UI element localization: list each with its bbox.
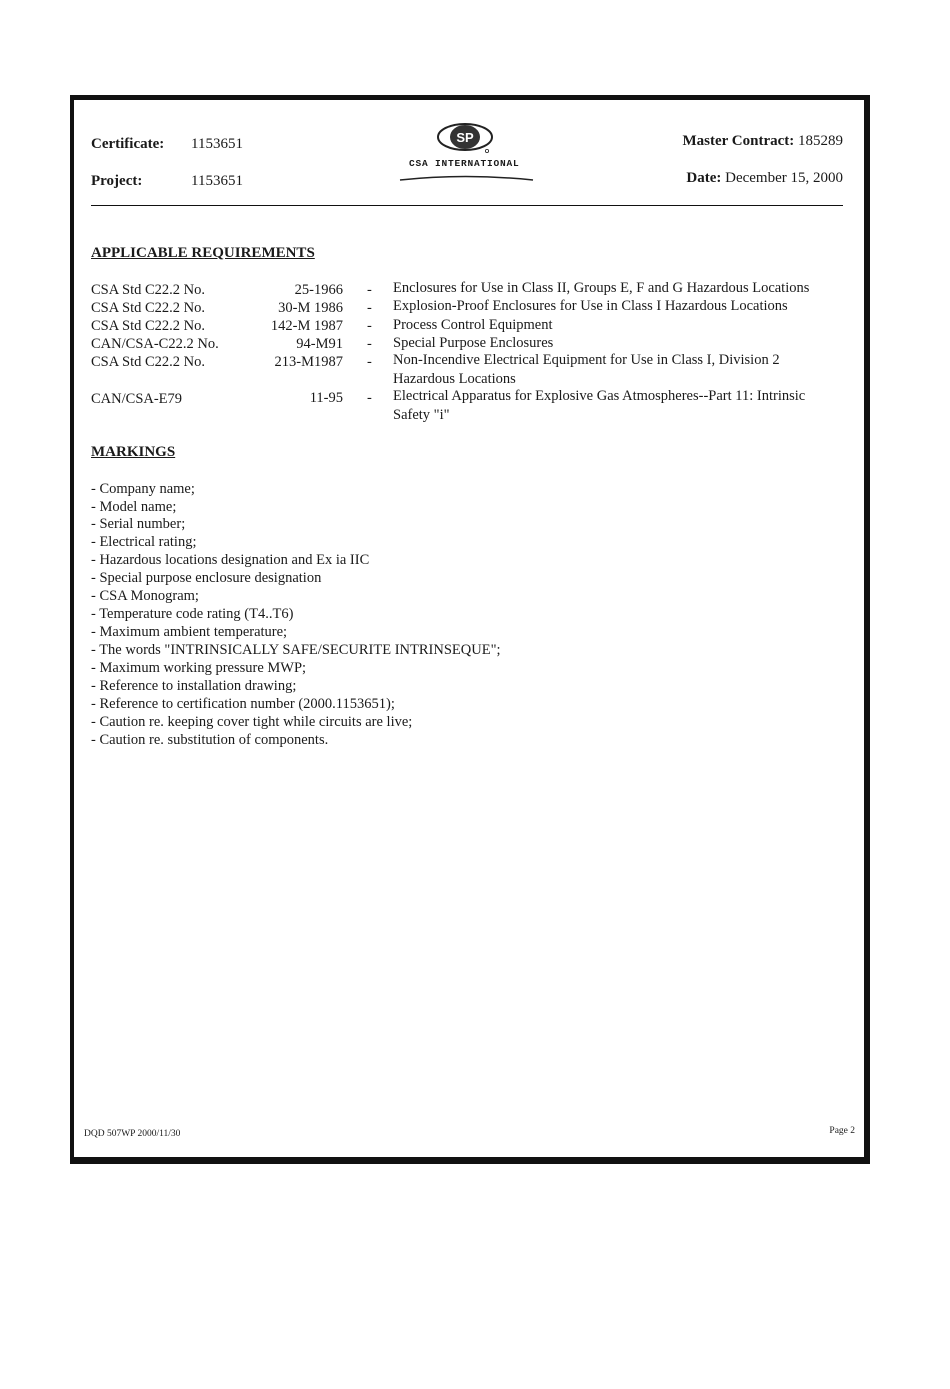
date-field xyxy=(686,170,843,187)
req-number: 142-M 1987 xyxy=(270,318,343,334)
req-number: 94-M91 xyxy=(296,336,343,352)
master-contract-field xyxy=(682,133,843,150)
csa-logo xyxy=(395,121,535,187)
req-dash: - xyxy=(367,354,372,370)
marking-item: - Company name; xyxy=(91,481,195,497)
marking-item: - Maximum working pressure MWP; xyxy=(91,660,307,676)
req-number: 11-95 xyxy=(309,390,343,406)
marking-item: - Serial number; xyxy=(91,516,186,532)
req-number: 30-M 1986 xyxy=(278,300,343,316)
project-value: 1153651 xyxy=(191,173,243,189)
req-standard: CAN/CSA-E79 xyxy=(91,391,183,407)
form-code: DQD 507WP 2000/11/30 xyxy=(84,1129,181,1139)
req-dash: - xyxy=(367,300,372,316)
certificate-value: 1153651 xyxy=(191,136,243,152)
req-description: Enclosures for Use in Class II, Groups E, F and G Hazardous Locations xyxy=(393,280,810,296)
certificate-field xyxy=(91,136,243,153)
marking-item: - Hazardous locations designation and Ex ia IIC xyxy=(91,552,370,568)
req-description: Process Control Equipment xyxy=(393,317,553,333)
marking-item: - The words "INTRINSICALLY SAFE/SECURITE INTRINSEQUE"; xyxy=(91,642,501,658)
marking-item: - Reference to certification number (2000.1153651); xyxy=(91,696,395,712)
marking-item: - CSA Monogram; xyxy=(91,588,199,604)
marking-item: - Caution re. substitution of components. xyxy=(91,732,329,748)
csa-logo-mark-icon xyxy=(395,121,535,187)
req-standard: CSA Std C22.2 No. xyxy=(91,300,206,316)
header-divider xyxy=(91,205,843,206)
req-number: 25-1966 xyxy=(294,282,343,298)
marking-item: - Electrical rating; xyxy=(91,534,197,550)
project-label: Project: xyxy=(91,173,143,189)
req-standard: CAN/CSA-C22.2 No. xyxy=(91,336,219,352)
req-number: 213-M1987 xyxy=(274,354,343,370)
marking-item: - Reference to installation drawing; xyxy=(91,678,297,694)
req-description-continued: Hazardous Locations xyxy=(393,371,516,387)
req-description: Electrical Apparatus for Explosive Gas Atmospheres--Part 11: Intrinsic xyxy=(393,388,806,404)
master-contract-label: Master Contract: xyxy=(682,133,795,149)
marking-item: - Maximum ambient temperature; xyxy=(91,624,288,640)
master-contract-value: 185289 xyxy=(798,133,843,149)
marking-item: - Caution re. keeping cover tight while circuits are live; xyxy=(91,714,413,730)
req-dash: - xyxy=(367,318,372,334)
applicable-requirements-heading: APPLICABLE REQUIREMENTS xyxy=(91,245,315,261)
req-standard: CSA Std C22.2 No. xyxy=(91,354,206,370)
date-label: Date: xyxy=(686,170,722,186)
req-standard: CSA Std C22.2 No. xyxy=(91,318,206,334)
req-description: Explosion-Proof Enclosures for Use in Class I Hazardous Locations xyxy=(393,298,788,314)
req-standard: CSA Std C22.2 No. xyxy=(91,282,206,298)
logo-mark-text: SP xyxy=(456,130,474,145)
marking-item: - Temperature code rating (T4..T6) xyxy=(91,606,294,622)
page-number: Page 2 xyxy=(829,1126,855,1136)
project-field xyxy=(91,173,243,190)
logo-text: CSA INTERNATIONAL xyxy=(409,158,520,169)
req-dash: - xyxy=(367,282,372,298)
req-description-continued: Safety "i" xyxy=(393,407,450,423)
req-description: Special Purpose Enclosures xyxy=(393,335,554,351)
date-value: December 15, 2000 xyxy=(725,170,843,186)
certificate-label: Certificate: xyxy=(91,136,165,152)
marking-item: - Model name; xyxy=(91,499,177,515)
req-dash: - xyxy=(367,390,372,406)
marking-item: - Special purpose enclosure designation xyxy=(91,570,322,586)
markings-heading: MARKINGS xyxy=(91,444,176,460)
req-dash: - xyxy=(367,336,372,352)
req-description: Non-Incendive Electrical Equipment for Use in Class I, Division 2 xyxy=(393,352,780,368)
